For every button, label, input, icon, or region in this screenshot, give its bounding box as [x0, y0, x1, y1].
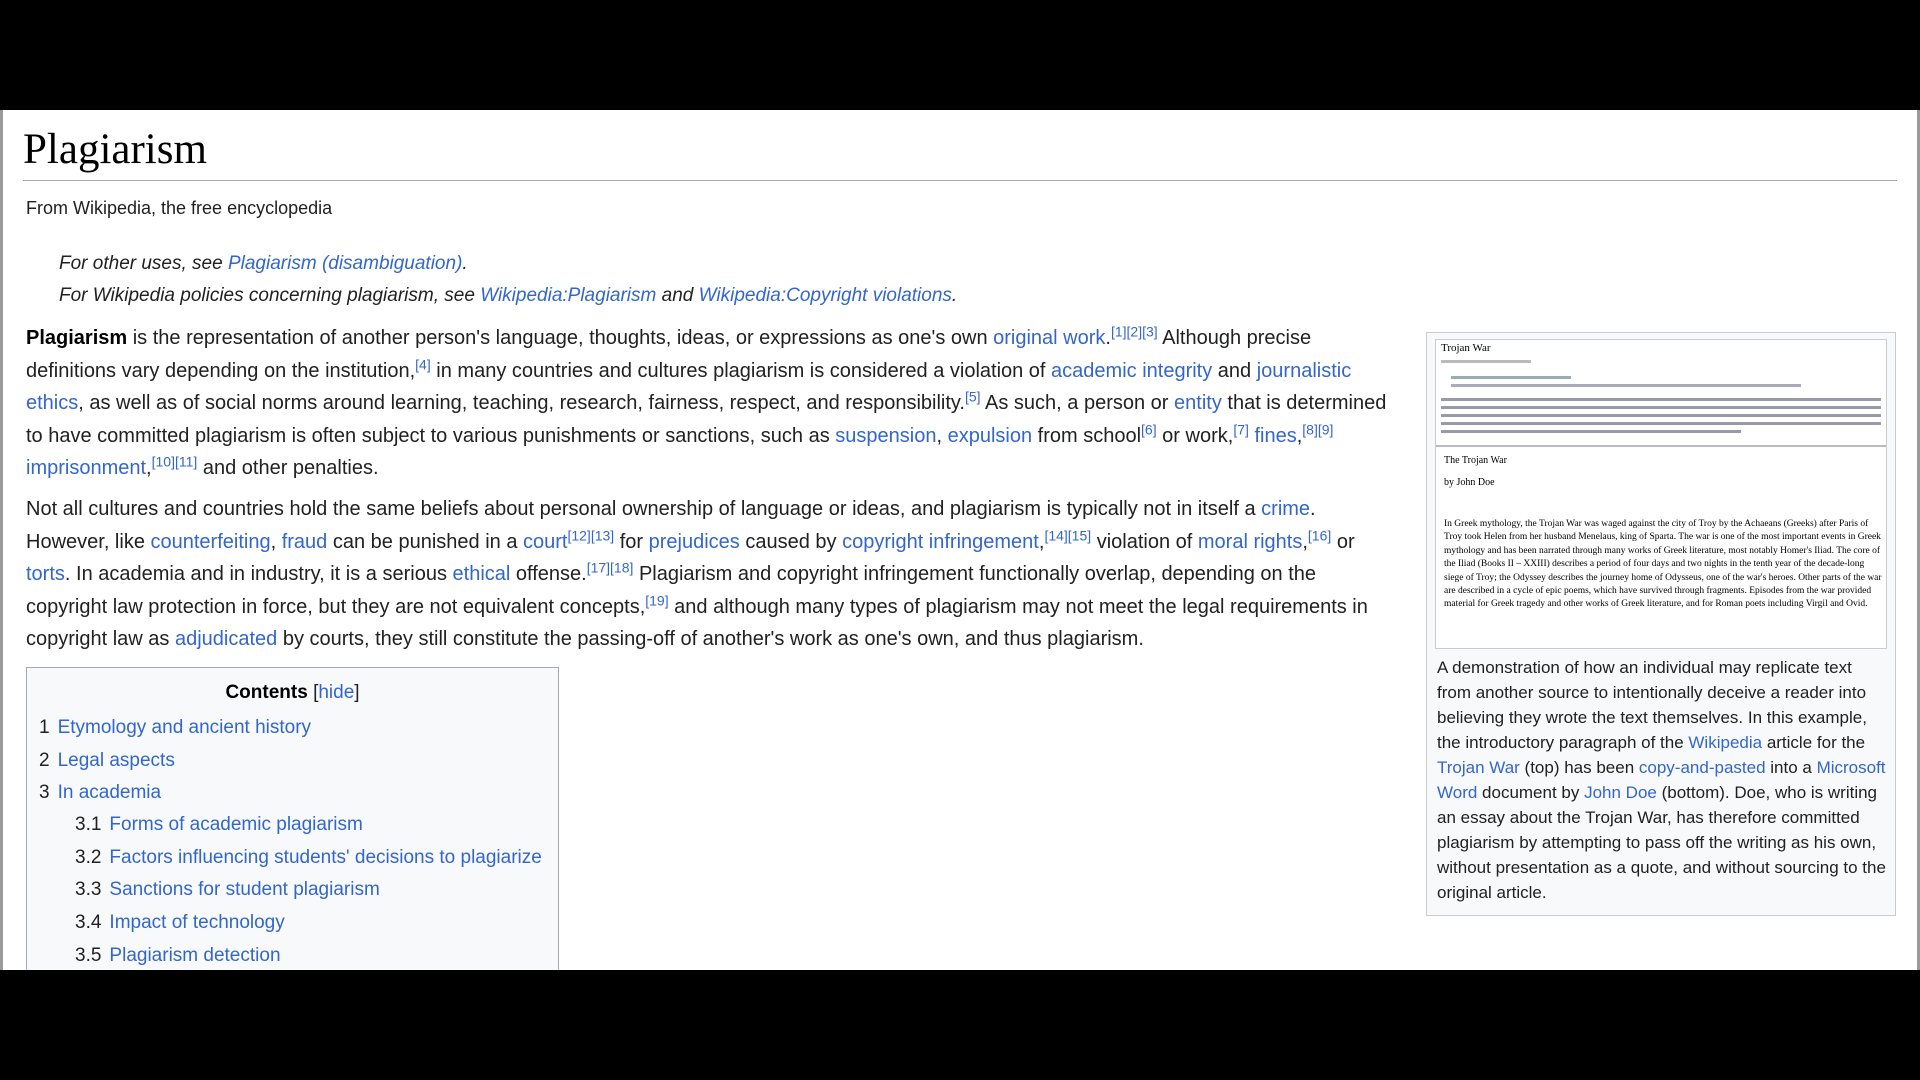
text: .: [1105, 327, 1111, 349]
toc-item[interactable]: [39, 782, 161, 804]
link-journalistic-ethics[interactable]: journalistic ethics: [26, 359, 1352, 414]
link-adjudicated[interactable]: adjudicated: [174, 628, 278, 650]
text: and: [1212, 359, 1257, 382]
citation[interactable]: [6]: [1141, 420, 1157, 437]
caption-link-wikipedia[interactable]: Wikipedia: [1688, 733, 1763, 752]
text: . However, like: [26, 498, 1316, 553]
citation[interactable]: [12][13]: [567, 526, 615, 543]
text: is the representation of another person's language, thoughts, ideas, or expressions as one's own: [127, 327, 994, 349]
citation[interactable]: [4]: [415, 355, 431, 372]
citation[interactable]: [8][9]: [1302, 420, 1334, 437]
toc-item[interactable]: [75, 847, 542, 869]
caption-link-copy-and-pasted[interactable]: copy-and-pasted: [1638, 758, 1766, 777]
toc-number: 3.4: [75, 912, 102, 933]
toc-item[interactable]: [75, 945, 281, 967]
hatnote-policies: [59, 285, 957, 307]
link-expulsion[interactable]: expulsion: [947, 424, 1033, 447]
intro-paragraph-1: [26, 322, 1391, 485]
caption-text: document by: [1477, 783, 1585, 802]
wp-copyright-link[interactable]: Wikipedia:Copyright violations: [698, 285, 952, 306]
toc-number: 3.1: [75, 814, 102, 835]
toc-item[interactable]: [75, 912, 285, 934]
wp-plagiarism-link[interactable]: Wikipedia:Plagiarism: [480, 285, 657, 306]
doc-author: by John Doe: [1444, 477, 1495, 488]
link-fines[interactable]: fines: [1254, 424, 1297, 447]
toc-number: 3.5: [75, 945, 102, 966]
citation[interactable]: [19]: [645, 591, 669, 608]
toc-number: 2: [39, 750, 50, 771]
toc-hide-wrapper: [hide]: [313, 682, 360, 703]
text: ,: [1296, 424, 1303, 447]
text: violation of: [1091, 530, 1198, 553]
hatnote-text: For other uses, see: [59, 253, 228, 274]
table-of-contents: [26, 667, 559, 970]
text: . In academia and in industry, it is a serious: [64, 563, 453, 585]
citation[interactable]: [5]: [965, 388, 981, 405]
text: As such, a person or: [980, 392, 1175, 414]
text: offense.: [510, 563, 587, 585]
link-fraud[interactable]: fraud: [281, 530, 328, 553]
text: ,: [1302, 530, 1308, 553]
citation[interactable]: [17][18]: [586, 559, 634, 576]
text: and other penalties.: [197, 457, 379, 479]
image-thumbnail: [1426, 332, 1896, 916]
toc-link[interactable]: Etymology and ancient history: [57, 717, 312, 738]
text: in many countries and cultures plagiarism is considered a violation of: [430, 359, 1052, 382]
caption-link-trojan-war[interactable]: Trojan War: [1437, 758, 1520, 777]
text: for: [614, 530, 649, 553]
text: can be punished in a: [327, 530, 523, 553]
text: or work,: [1156, 424, 1234, 447]
toc-item[interactable]: [75, 814, 363, 836]
text: that is determined to have committed plagiarism is often subject to various punishments or sanctions, such as: [26, 392, 1387, 447]
snippet-line: [1451, 384, 1801, 387]
citation[interactable]: [14][15]: [1044, 526, 1092, 543]
link-prejudices[interactable]: prejudices: [648, 530, 740, 553]
toc-hide-toggle[interactable]: hide: [318, 682, 355, 703]
text: and although many types of plagiarism may not meet the legal requirements in copyright law as: [26, 595, 1368, 650]
link-counterfeiting[interactable]: counterfeiting: [150, 530, 271, 553]
snippet-line: [1441, 414, 1881, 417]
text: ,: [146, 457, 152, 479]
hatnote-disambiguation: [59, 253, 468, 275]
hatnote-text: .: [951, 285, 958, 306]
toc-number: 3.3: [75, 879, 102, 900]
toc-number: 1: [39, 717, 50, 738]
snippet-line: [1451, 376, 1571, 379]
link-entity[interactable]: entity: [1174, 392, 1222, 414]
disambiguation-link[interactable]: Plagiarism (disambiguation): [227, 253, 463, 274]
citation[interactable]: [7]: [1233, 420, 1249, 437]
snippet-line: [1441, 430, 1741, 433]
text: from school: [1032, 424, 1142, 447]
toc-link[interactable]: Plagiarism detection: [109, 945, 281, 966]
toc-number: 3.2: [75, 847, 102, 868]
link-ethical[interactable]: ethical: [452, 563, 511, 585]
tagline: From Wikipedia, the free encyclopedia: [26, 198, 333, 218]
link-imprisonment[interactable]: imprisonment: [26, 457, 147, 479]
caption-text: A demonstration of how an individual may replicate text from another source to intentionally deceive a reader into believing they wrote the text themselves. In this example, the introductory paragraph of the: [1437, 658, 1867, 752]
caption-link-microsoft-word[interactable]: Microsoft Word: [1437, 758, 1886, 802]
citation[interactable]: [1][2][3]: [1110, 323, 1158, 340]
doc-body: In Greek mythology, the Trojan War was waged against the city of Troy by the Achaeans (Greeks) after Paris of Troy took Helen from her husband Menelaus, king of Sparta. The war is one of the most important events in Greek mythology and has been narrated through many works of Greek literature, most notably Homer's Iliad. The core of the Iliad (Books II – XXIII) describes a period of four days and two nights in the tenth year of the decade-long siege of Troy; the Odyssey describes the journey home of Odysseus, one of the war's heroes. Other parts of the war are described in a cycle of epic poems, which have survived through fragments. Episodes from the war provided material for Greek tragedy and other works of Greek literature, and for Roman poets including Virgil and Ovid.: [1444, 519, 1882, 610]
bold-term: Plagiarism: [26, 327, 128, 349]
article-page: [0, 110, 1920, 970]
caption-text: article for the: [1762, 733, 1866, 752]
toc-item[interactable]: [39, 750, 175, 772]
text: Although precise definitions vary depending on the institution,: [26, 327, 1312, 382]
toc-link[interactable]: Impact of technology: [109, 912, 285, 933]
text: ,: [270, 530, 282, 553]
link-court[interactable]: court: [523, 530, 568, 553]
citation[interactable]: [10][11]: [151, 453, 198, 470]
page-title: Plagiarism: [23, 125, 1897, 181]
text: ,: [1038, 530, 1045, 553]
hatnote-text: and: [656, 285, 699, 306]
snippet-line: [1441, 360, 1531, 363]
snippet-line: [1441, 398, 1881, 401]
link-academic-integrity[interactable]: academic integrity: [1051, 359, 1213, 382]
toc-title: Contents: [225, 682, 308, 703]
image-caption: [1437, 655, 1887, 905]
toc-link[interactable]: In academia: [57, 782, 162, 803]
text: , as well as of social norms around learning, teaching, research, fairness, respect, and responsibility.: [78, 392, 965, 414]
comparison-screenshot[interactable]: [1435, 339, 1887, 649]
link-crime[interactable]: crime: [1261, 498, 1311, 520]
toc-item[interactable]: [39, 717, 311, 739]
toc-link[interactable]: Factors influencing students' decisions to plagiarize: [109, 847, 542, 868]
text: by courts, they still constitute the passing-off of another's work as one's own, and thus plagiarism.: [277, 628, 1144, 650]
text: Plagiarism and copyright infringement functionally overlap, depending on the copyright law protection in force, but they are not equivalent concepts,: [26, 563, 1317, 618]
toc-item[interactable]: [75, 879, 380, 901]
caption-text: (top) has been: [1519, 758, 1639, 777]
hatnote-text: For Wikipedia policies concerning plagiarism, see: [59, 285, 481, 306]
text: or: [1331, 530, 1355, 553]
link-copyright-infringement[interactable]: copyright infringement: [842, 530, 1039, 553]
citation[interactable]: [16]: [1307, 526, 1332, 543]
hatnote-text: .: [462, 253, 468, 274]
link-torts[interactable]: torts: [26, 563, 65, 585]
intro-paragraph-2: [26, 493, 1391, 656]
text: ,: [936, 424, 948, 447]
toc-link[interactable]: Forms of academic plagiarism: [109, 814, 363, 835]
toc-number: 3: [39, 782, 50, 803]
caption-text: (bottom). Doe, who is writing an essay about the Trojan War, has therefore committed plagiarism by attempting to pass off the writing as his own, without presentation as a quote, and without sourcing to the original article.: [1437, 783, 1886, 902]
link-suspension[interactable]: suspension: [835, 424, 937, 447]
wikipedia-snippet: [1436, 340, 1886, 447]
link-original-work[interactable]: original work: [993, 327, 1106, 349]
toc-link[interactable]: Legal aspects: [57, 750, 175, 771]
toc-header: [27, 682, 558, 704]
caption-text: into a: [1765, 758, 1817, 777]
snippet-title: Trojan War: [1441, 342, 1491, 354]
text: caused by: [739, 530, 843, 553]
caption-link-john-doe[interactable]: John Doe: [1584, 783, 1657, 802]
doc-title: The Trojan War: [1444, 455, 1507, 466]
text: Not all cultures and countries hold the same beliefs about personal ownership of language or ideas, and plagiarism is typically not in itself a: [26, 498, 1262, 520]
link-moral-rights[interactable]: moral rights: [1197, 530, 1303, 553]
snippet-line: [1441, 406, 1881, 409]
snippet-line: [1441, 422, 1881, 425]
toc-link[interactable]: Sanctions for student plagiarism: [109, 879, 380, 900]
